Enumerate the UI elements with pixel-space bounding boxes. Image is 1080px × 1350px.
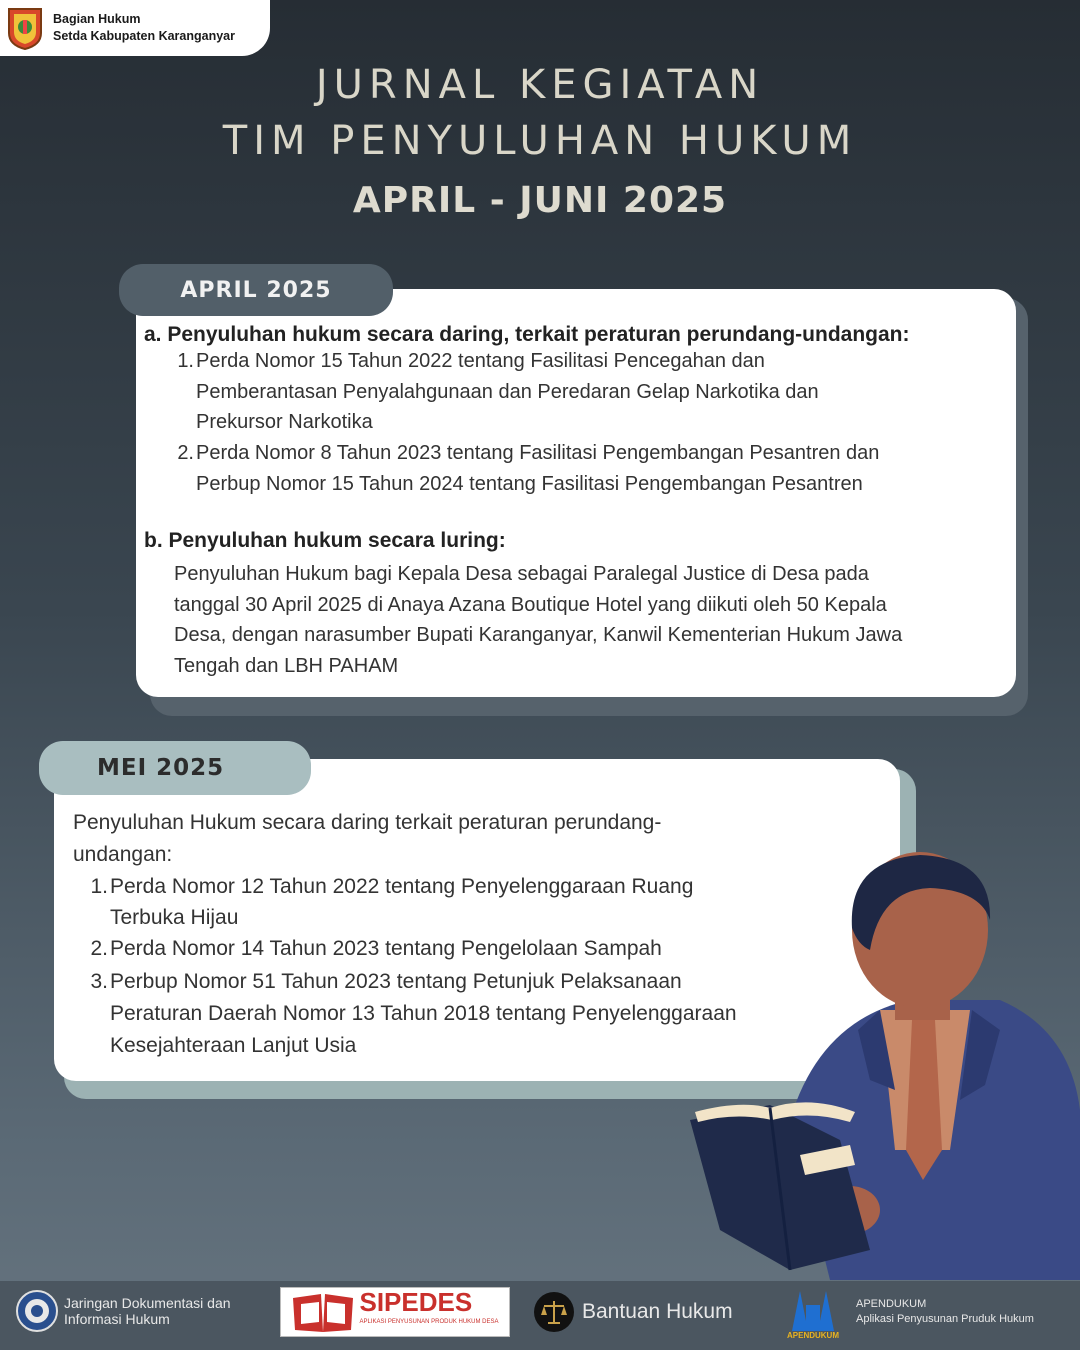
mei-item1-number: 1. — [90, 875, 108, 898]
april-tab: APRIL 2025 — [119, 264, 393, 316]
apendukum-logo-text: APENDUKUM — [787, 1331, 839, 1340]
april-a-item1-line3: Prekursor Narkotika — [196, 411, 373, 433]
mei-item3-line2: Peraturan Daerah Nomor 13 Tahun 2018 tentang Penyelenggaraan — [110, 1002, 737, 1025]
mei-item1-line2: Terbuka Hijau — [110, 906, 239, 929]
mei-item3-line3: Kesejahteraan Lanjut Usia — [110, 1034, 357, 1057]
april-section-a-heading: a. Penyuluhan hukum secara daring, terkait peraturan perundang-undangan: — [144, 323, 910, 346]
april-section-b-heading: b. Penyuluhan hukum secara luring: — [144, 529, 506, 552]
jdih-line2: Informasi Hukum — [64, 1311, 170, 1327]
april-b-line2: tanggal 30 April 2025 di Anaya Azana Boutique Hotel yang diikuti oleh 50 Kepala — [174, 594, 887, 616]
person-reading-illustration — [680, 850, 1080, 1280]
jdih-line1: Jaringan Dokumentasi dan — [64, 1295, 231, 1311]
april-a-item2-line2: Perbup Nomor 15 Tahun 2024 tentang Fasilitasi Pengembangan Pesantren — [196, 473, 863, 495]
april-a-item2-line1: Perda Nomor 8 Tahun 2023 tentang Fasilitasi Pengembangan Pesantren dan — [196, 442, 880, 464]
mei-item3-number: 3. — [90, 970, 108, 993]
april-b-line3: Desa, dengan narasumber Bupati Karanganyar, Kanwil Kementerian Hukum Jawa — [174, 624, 903, 646]
karanganyar-emblem-icon — [5, 5, 45, 51]
mei-item2-line1: Perda Nomor 14 Tahun 2023 tentang Pengelolaan Sampah — [110, 937, 662, 960]
april-a-item1-line2: Pemberantasan Penyalahgunaan dan Peredaran Gelap Narkotika dan — [196, 381, 819, 403]
sipedes-subtitle: APLIKASI PENYUSUNAN PRODUK HUKUM DESA — [359, 1319, 499, 1325]
org-line1: Bagian Hukum — [53, 12, 141, 26]
mei-item2-number: 2. — [90, 937, 108, 960]
apendukum-logo — [786, 1285, 840, 1340]
title-period: APRIL - JUNI 2025 — [352, 180, 728, 221]
apendukum-link[interactable] — [856, 1297, 1034, 1327]
mei-tab: MEI 2025 — [39, 741, 311, 795]
footer-bar — [0, 1281, 1080, 1350]
scales-of-justice-icon — [533, 1291, 575, 1333]
bantuan-hukum-link[interactable] — [533, 1291, 733, 1333]
april-b-line4: Tengah dan LBH PAHAM — [174, 655, 399, 677]
april-a-item1-line1: Perda Nomor 15 Tahun 2022 tentang Fasilitasi Pencegahan dan — [196, 350, 765, 372]
apendukum-line2: Aplikasi Penyusunan Pruduk Hukum — [856, 1313, 1034, 1325]
sipedes-book-icon — [291, 1290, 355, 1334]
jdih-link[interactable] — [16, 1290, 231, 1332]
apendukum-line1: APENDUKUM — [856, 1298, 927, 1310]
mei-intro-line2: undangan: — [73, 843, 173, 866]
org-header — [0, 0, 270, 56]
apendukum-tower-icon — [786, 1285, 840, 1331]
sipedes-link[interactable] — [280, 1287, 510, 1337]
april-b-line1: Penyuluhan Hukum bagi Kepala Desa sebagai Paralegal Justice di Desa pada — [174, 563, 869, 585]
april-a-item2-number: 2. — [177, 442, 194, 464]
april-a-item1-number: 1. — [177, 350, 194, 372]
jdih-logo-icon — [16, 1290, 58, 1332]
title-line1: JURNAL KEGIATAN — [315, 62, 765, 108]
mei-item1-line1: Perda Nomor 12 Tahun 2022 tentang Penyelenggaraan Ruang — [110, 875, 694, 898]
sipedes-logo-text: SIPEDES — [359, 1287, 473, 1317]
bantuan-hukum-label: Bantuan Hukum — [582, 1300, 733, 1323]
org-line2: Setda Kabupaten Karanganyar — [53, 29, 235, 43]
mei-intro-line1: Penyuluhan Hukum secara daring terkait peraturan perundang- — [73, 811, 662, 834]
title-line2: TIM PENYULUHAN HUKUM — [222, 118, 858, 164]
mei-item3-line1: Perbup Nomor 51 Tahun 2023 tentang Petunjuk Pelaksanaan — [110, 970, 682, 993]
